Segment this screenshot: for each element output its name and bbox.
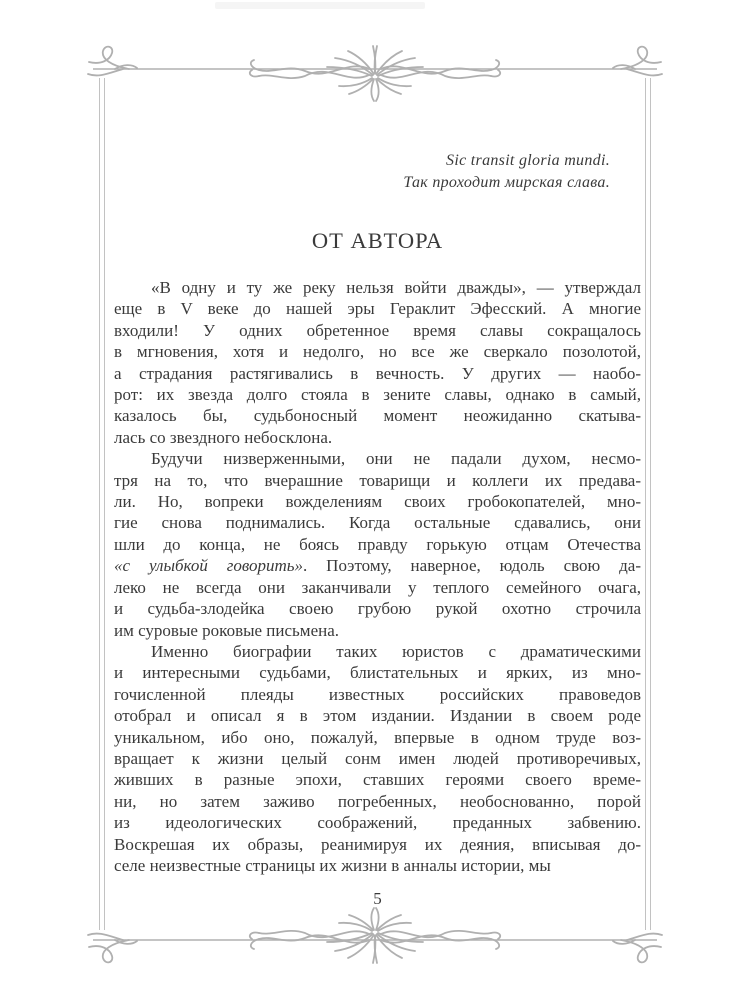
epigraph-russian-line: Так проходит мирская слава.: [403, 174, 610, 191]
text-line: казалось бы, судьбоносный момент неожиданно скатыва-: [114, 406, 641, 426]
epigraph: [403, 150, 610, 194]
text-line: входили! У одних обретенное время славы сокращалось: [114, 320, 641, 340]
text-line: и интересными судьбами, блистательных и ярких, из мно-: [114, 663, 641, 683]
text-line: и судьба-злодейка своею грубою рукой охотно строчила: [114, 599, 641, 619]
text-line: гочисленной плеяды известных российских правоведов: [114, 684, 641, 704]
chapter-title: ОТ АВТОРА: [311, 228, 444, 253]
flourish-border-bottom-icon: [85, 903, 665, 969]
cropped-text-remnant: [215, 2, 425, 9]
text-line: «с улыбкой говорить». Поэтому, наверное, юдоль свою да-: [114, 556, 641, 576]
text-line: тря на то, что вчерашние товарищи и коллеги их предава-: [114, 470, 641, 490]
body-text: [114, 277, 641, 876]
text-line: селе неизвестные страницы их жизни в анналы истории, мы: [114, 855, 551, 875]
text-line: вращает к жизни целый сонм имен людей противоречивых,: [114, 748, 641, 768]
text-line: леко не всегда они заканчивали у теплого семейного очага,: [114, 577, 641, 597]
frame-line-right: [645, 78, 651, 930]
text-line: из идеологических соображений, преданных забвению.: [114, 813, 641, 833]
text-line: Именно биографии таких юристов с драматическими: [151, 641, 641, 661]
text-line: еще в V веке до нашей эры Гераклит Эфесский. А многие: [114, 299, 641, 319]
text-line: отобрал и описал я в этом издании. Издании в своем роде: [114, 706, 641, 726]
text-line: рот: их звезда долго стояла в зените славы, однако в самый,: [114, 385, 641, 405]
text-line: им суровые роковые письмена.: [114, 620, 340, 640]
text-line: лась со звездного небосклона.: [114, 427, 333, 447]
text-line: в мгновения, хотя и недолго, но все же сверкало позолотой,: [114, 342, 641, 362]
flourish-border-top-icon: [85, 40, 665, 106]
text-line: Будучи низверженными, они не падали духом, несмо-: [151, 449, 641, 469]
text-line: ни, но затем заживо погребенных, необоснованно, порой: [114, 791, 641, 811]
text-line: «В одну и ту же реку нельзя войти дважды», — утверждал: [151, 278, 641, 297]
text-line: живших в разные эпохи, ставших героями своего време-: [114, 770, 641, 790]
text-line: Воскрешая их образы, реанимируя их деяния, вписывая до-: [114, 834, 641, 854]
paragraph: [114, 641, 641, 876]
epigraph-latin-line: Sic transit gloria mundi.: [446, 152, 610, 169]
text-line: шли до конца, не боясь правду горькую отцам Отечества: [114, 534, 641, 554]
text-line: уникальном, ибо оно, пожалуй, впервые в одном труде воз-: [114, 727, 641, 747]
text-line: а страдания растягивались в вечность. У других — наобо-: [114, 363, 641, 383]
paragraph: [114, 277, 641, 448]
paragraph: [114, 448, 641, 641]
text-line: ли. Но, вопреки вожделениям своих гробокопателей, мно-: [114, 492, 641, 512]
frame-line-left: [99, 78, 105, 930]
text-line: гие снова поднимались. Когда остальные сдавались, они: [114, 513, 641, 533]
page-number: 5: [373, 889, 382, 908]
